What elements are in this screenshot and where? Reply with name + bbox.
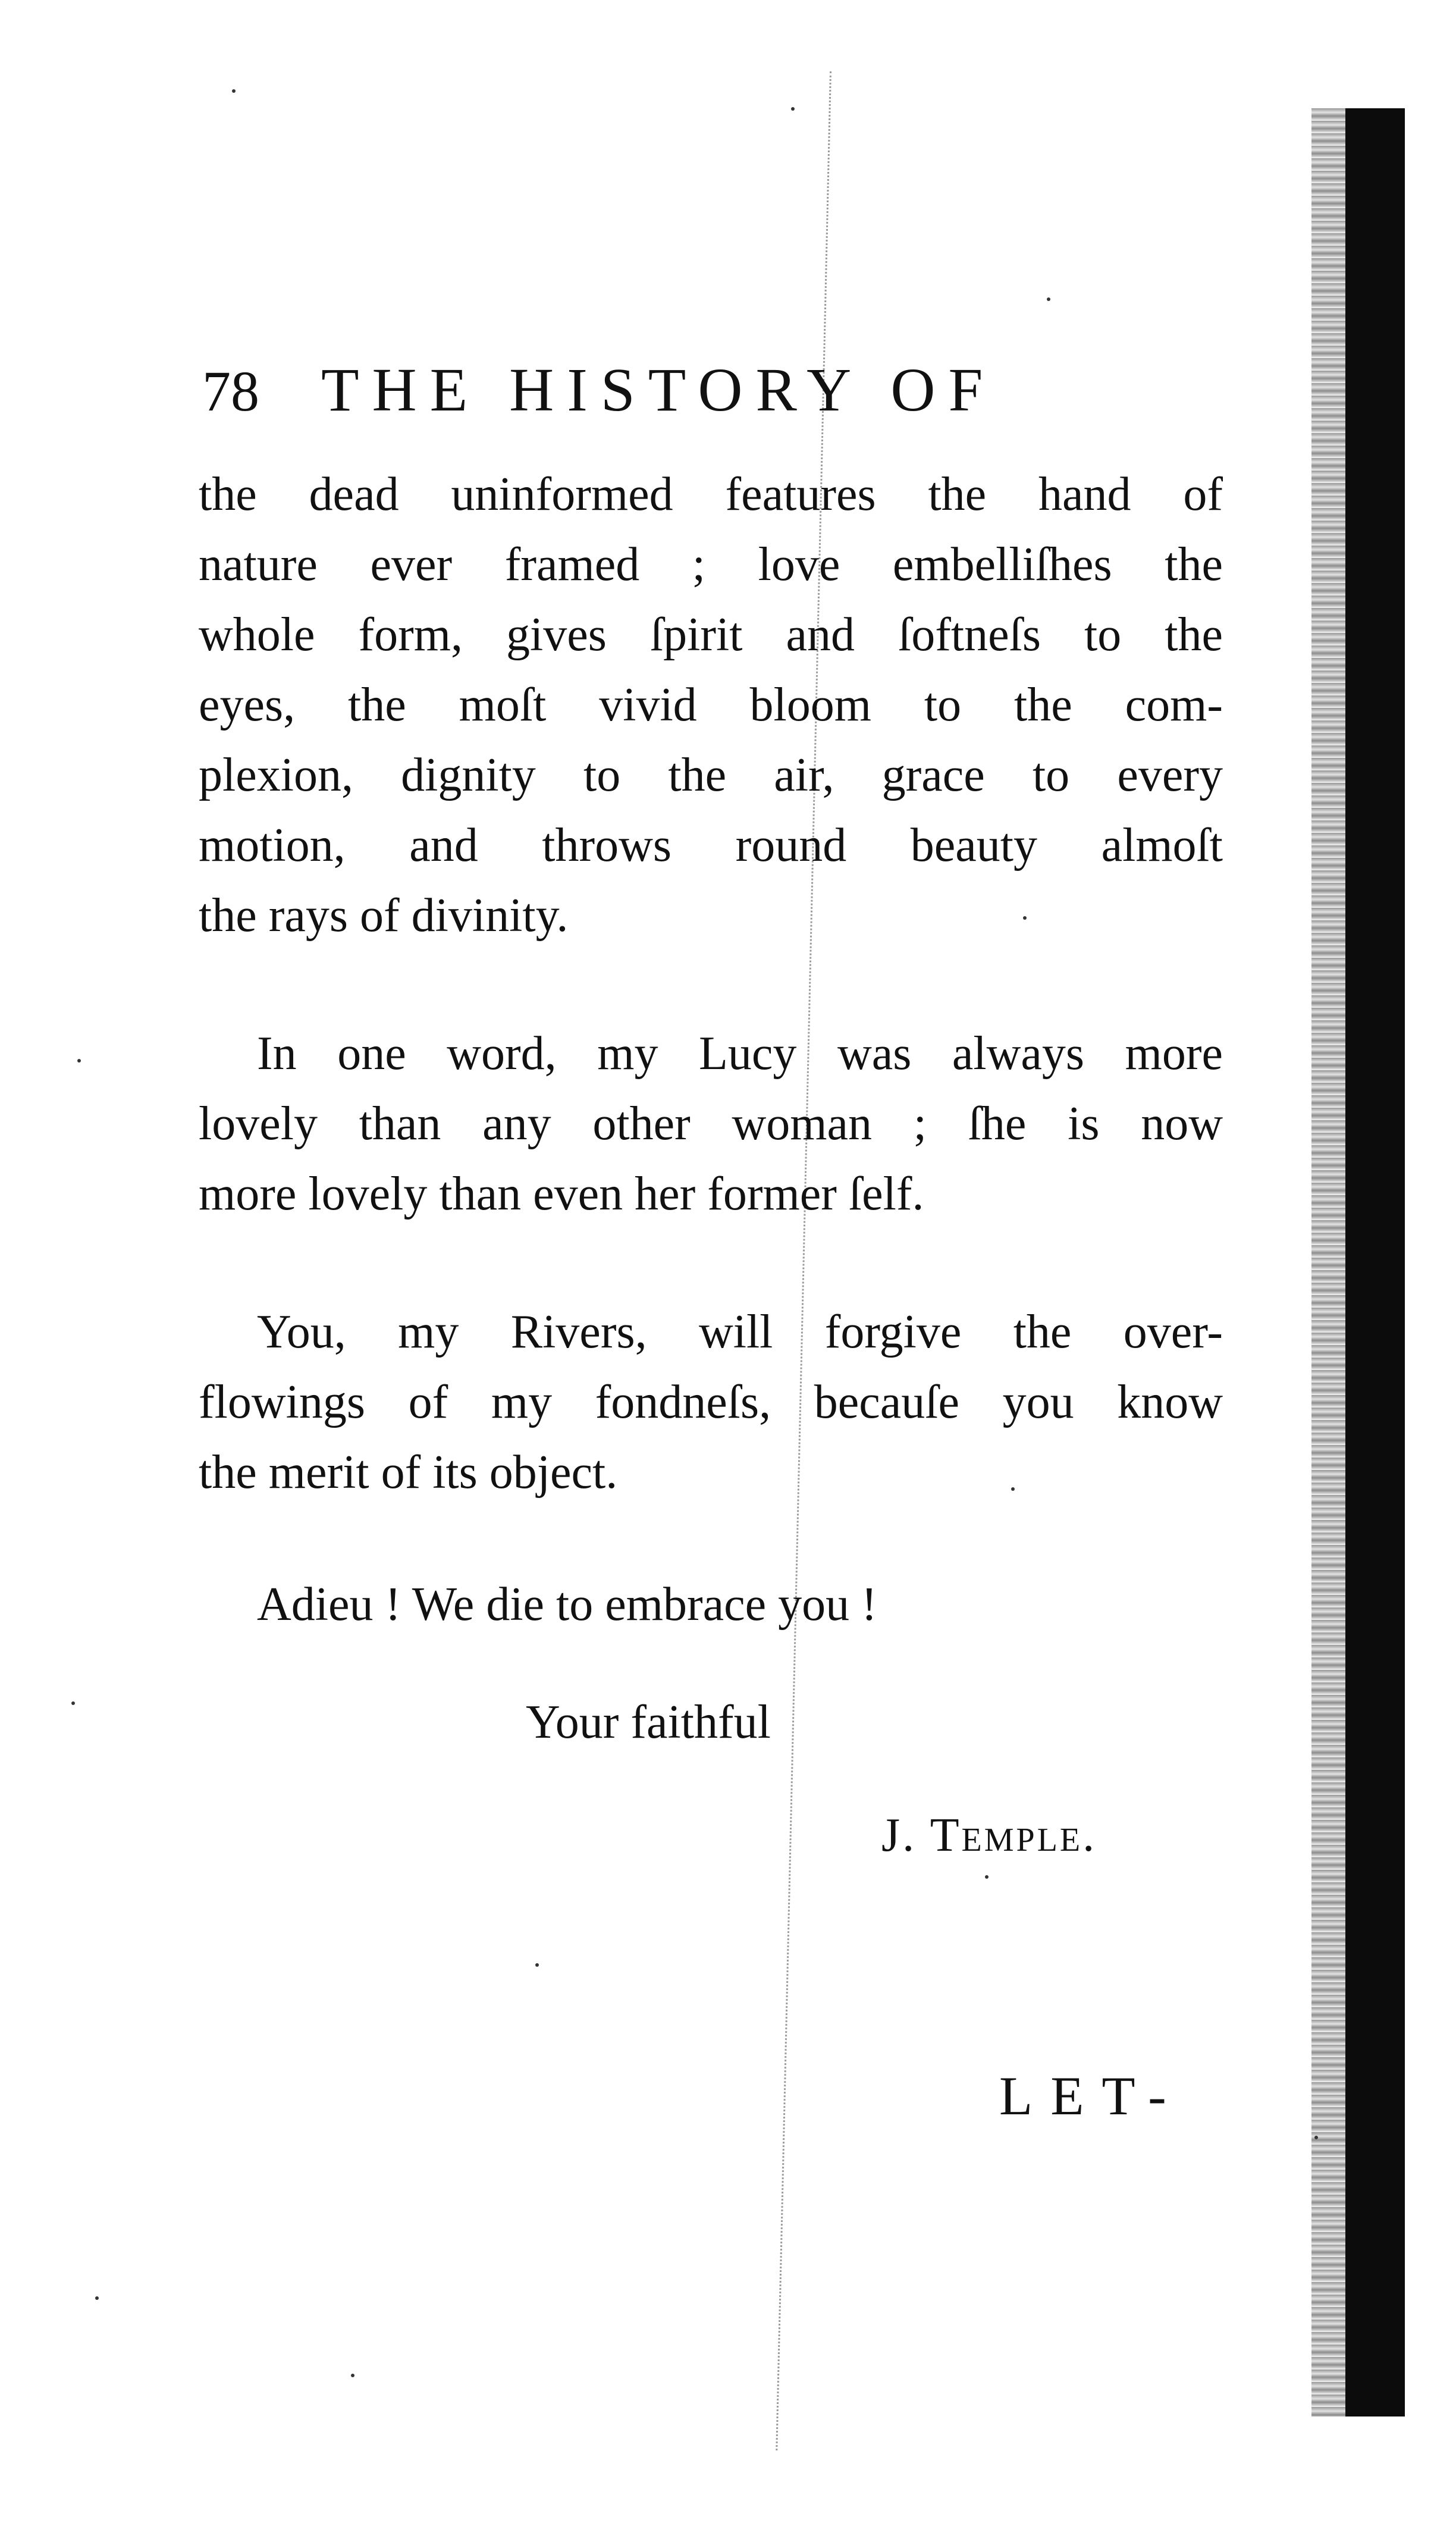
text-line: the dead uninformed features the hand of <box>199 468 1223 521</box>
scan-speck <box>351 2374 354 2377</box>
text-line: flowings of my fondneſs, becauſe you know <box>199 1376 1223 1428</box>
scan-speck <box>535 1963 539 1967</box>
text-line: the merit of its object. <box>199 1446 618 1499</box>
text-line: whole form, gives ſpirit and ſoftneſs to the <box>199 609 1223 661</box>
scan-speck <box>1023 916 1027 920</box>
text-line: more lovely than even her former ſelf. <box>199 1168 924 1220</box>
scan-speck <box>232 89 236 93</box>
scan-speck <box>985 1875 989 1879</box>
paragraph-3 <box>199 1297 1223 1507</box>
running-header <box>202 348 1106 431</box>
closing-line: Adieu ! We die to embrace you ! <box>257 1578 877 1631</box>
text-line: the rays of divinity. <box>199 889 569 942</box>
text-line: motion, and throws round beauty almoſt <box>199 819 1223 872</box>
scan-speck <box>77 1059 81 1062</box>
scan-speck <box>791 107 795 111</box>
running-title: THE HISTORY OF <box>321 356 996 424</box>
page-number: 78 <box>202 359 259 423</box>
scan-speck <box>95 2296 99 2300</box>
text-line: nature ever framed ; love embelliſhes the <box>199 538 1223 591</box>
text-line: lovely than any other woman ; ſhe is now <box>199 1098 1223 1150</box>
scan-speck <box>1047 297 1050 301</box>
scan-speck <box>1011 1487 1015 1491</box>
page-edge <box>1345 108 1405 2417</box>
valediction: Your faithful <box>526 1696 771 1748</box>
paragraph-1 <box>199 459 1223 951</box>
text-line: In one word, my Lucy was always more <box>257 1027 1223 1080</box>
text-line: eyes, the moſt vivid bloom to the com- <box>199 679 1223 731</box>
catchword: LET- <box>999 2066 1184 2126</box>
signature: J. Temple. <box>881 1809 1097 1861</box>
scan-speck <box>71 1701 75 1705</box>
paragraph-2 <box>199 1018 1223 1229</box>
scan-speck <box>1314 2136 1318 2139</box>
text-line: plexion, dignity to the air, grace to every <box>199 749 1223 801</box>
text-line: You, my Rivers, will forgive the over- <box>257 1306 1223 1358</box>
page-edge-shadow <box>1311 108 1348 2417</box>
